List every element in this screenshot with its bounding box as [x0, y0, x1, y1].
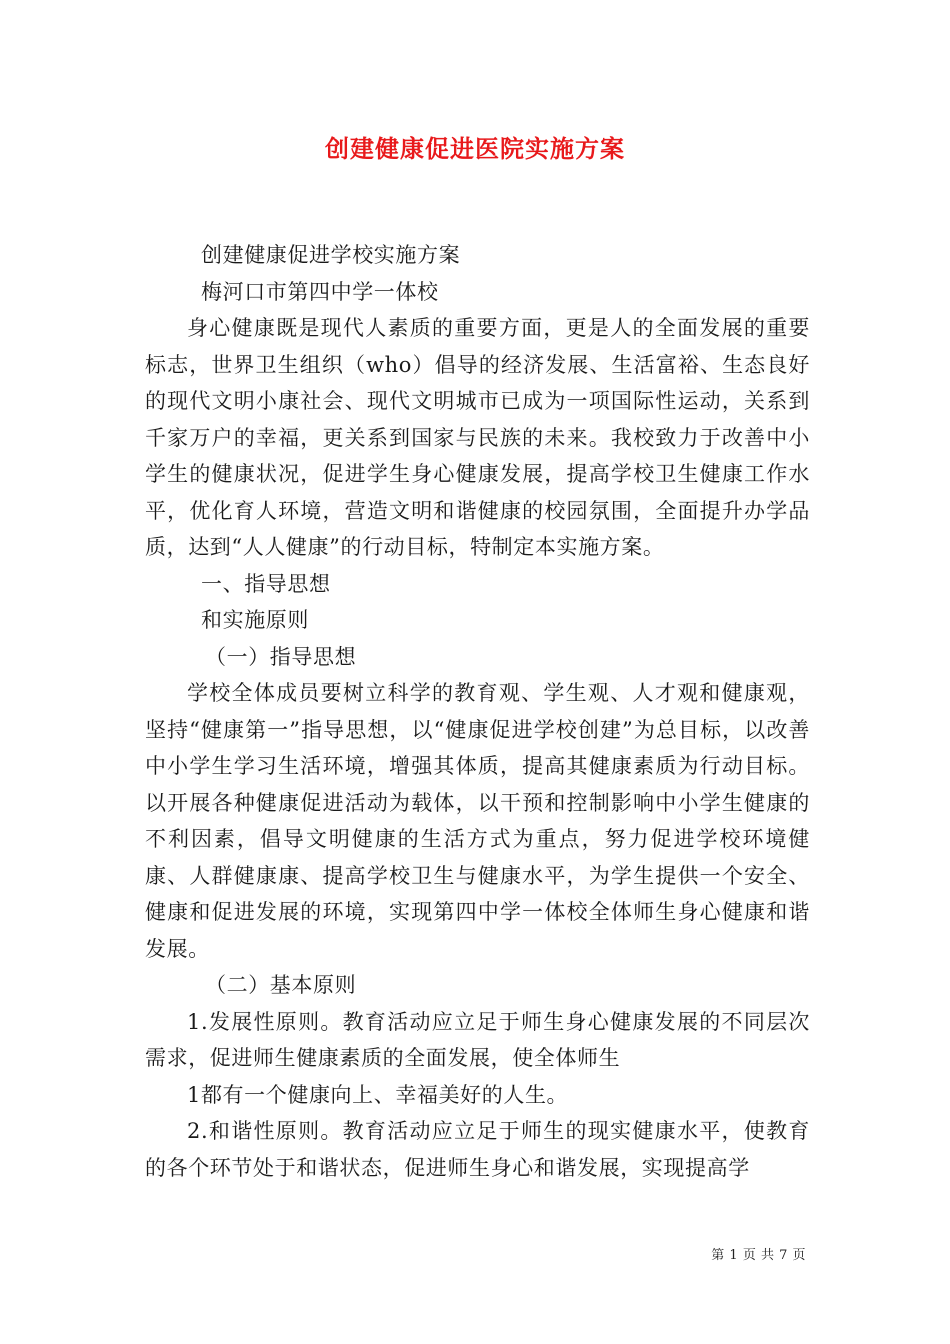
- paragraph-development-principle-cont: 1都有一个健康向上、幸福美好的人生。: [187, 1082, 569, 1107]
- paragraph-subtitle: 创建健康促进学校实施方案: [201, 243, 461, 267]
- document-title: 创建健康促进医院实施方案: [325, 134, 625, 163]
- heading-principles: 和实施原则: [201, 608, 309, 632]
- paragraph-development-principle: 1.发展性原则。教育活动应立足于师生身心健康发展的不同层次需求，促进师生健康素质的全面发展，使全体师生: [145, 1009, 810, 1070]
- heading-guiding-thought: 一、指导思想: [201, 571, 331, 596]
- page-indicator: 第 1 页 共 7 页: [711, 1248, 806, 1263]
- paragraph-intro: 身心健康既是现代人素质的重要方面，更是人的全面发展的重要标志，世界卫生组织（who）倡导的经济发展、生活富裕、生态良好的现代文明小康社会、现代文明城市已成为一项国际性运动，关系到千家万户的幸福，更关系到国家与民族的未来。我校致力于改善中小学生的健康状况，促进学生身心健康发展，提高学校卫生健康工作水平，优化育人环境，营造文明和谐健康的校园氛围，全面提升办学品质，达到“人人健康”的行动目标，特制定本实施方案。: [145, 316, 810, 559]
- subheading-guiding-thought: （一）指导思想: [205, 644, 357, 669]
- subheading-basic-principles: （二）基本原则: [205, 973, 357, 997]
- paragraph-harmony-principle: 2.和谐性原则。教育活动应立足于师生的现实健康水平，使教育的各个环节处于和谐状态，促进师生身心和谐发展，实现提高学: [145, 1119, 810, 1180]
- document-body: [145, 237, 810, 1186]
- paragraph-school-name: 梅河口市第四中学一体校: [201, 279, 439, 304]
- paragraph-guiding-thought: 学校全体成员要树立科学的教育观、学生观、人才观和健康观，坚持“健康第一”指导思想，以“健康促进学校创建”为总目标，以改善中小学生学习生活环境，增强其体质，提高其健康素质为行动目标。以开展各种健康促进活动为载体，以干预和控制影响中小学生健康的不利因素，倡导文明健康的生活方式为重点，努力促进学校环境健康、人群健康康、提高学校卫生与健康水平，为学生提供一个安全、健康和促进发展的环境，实现第四中学一体校全体师生身心健康和谐发展。: [145, 681, 810, 961]
